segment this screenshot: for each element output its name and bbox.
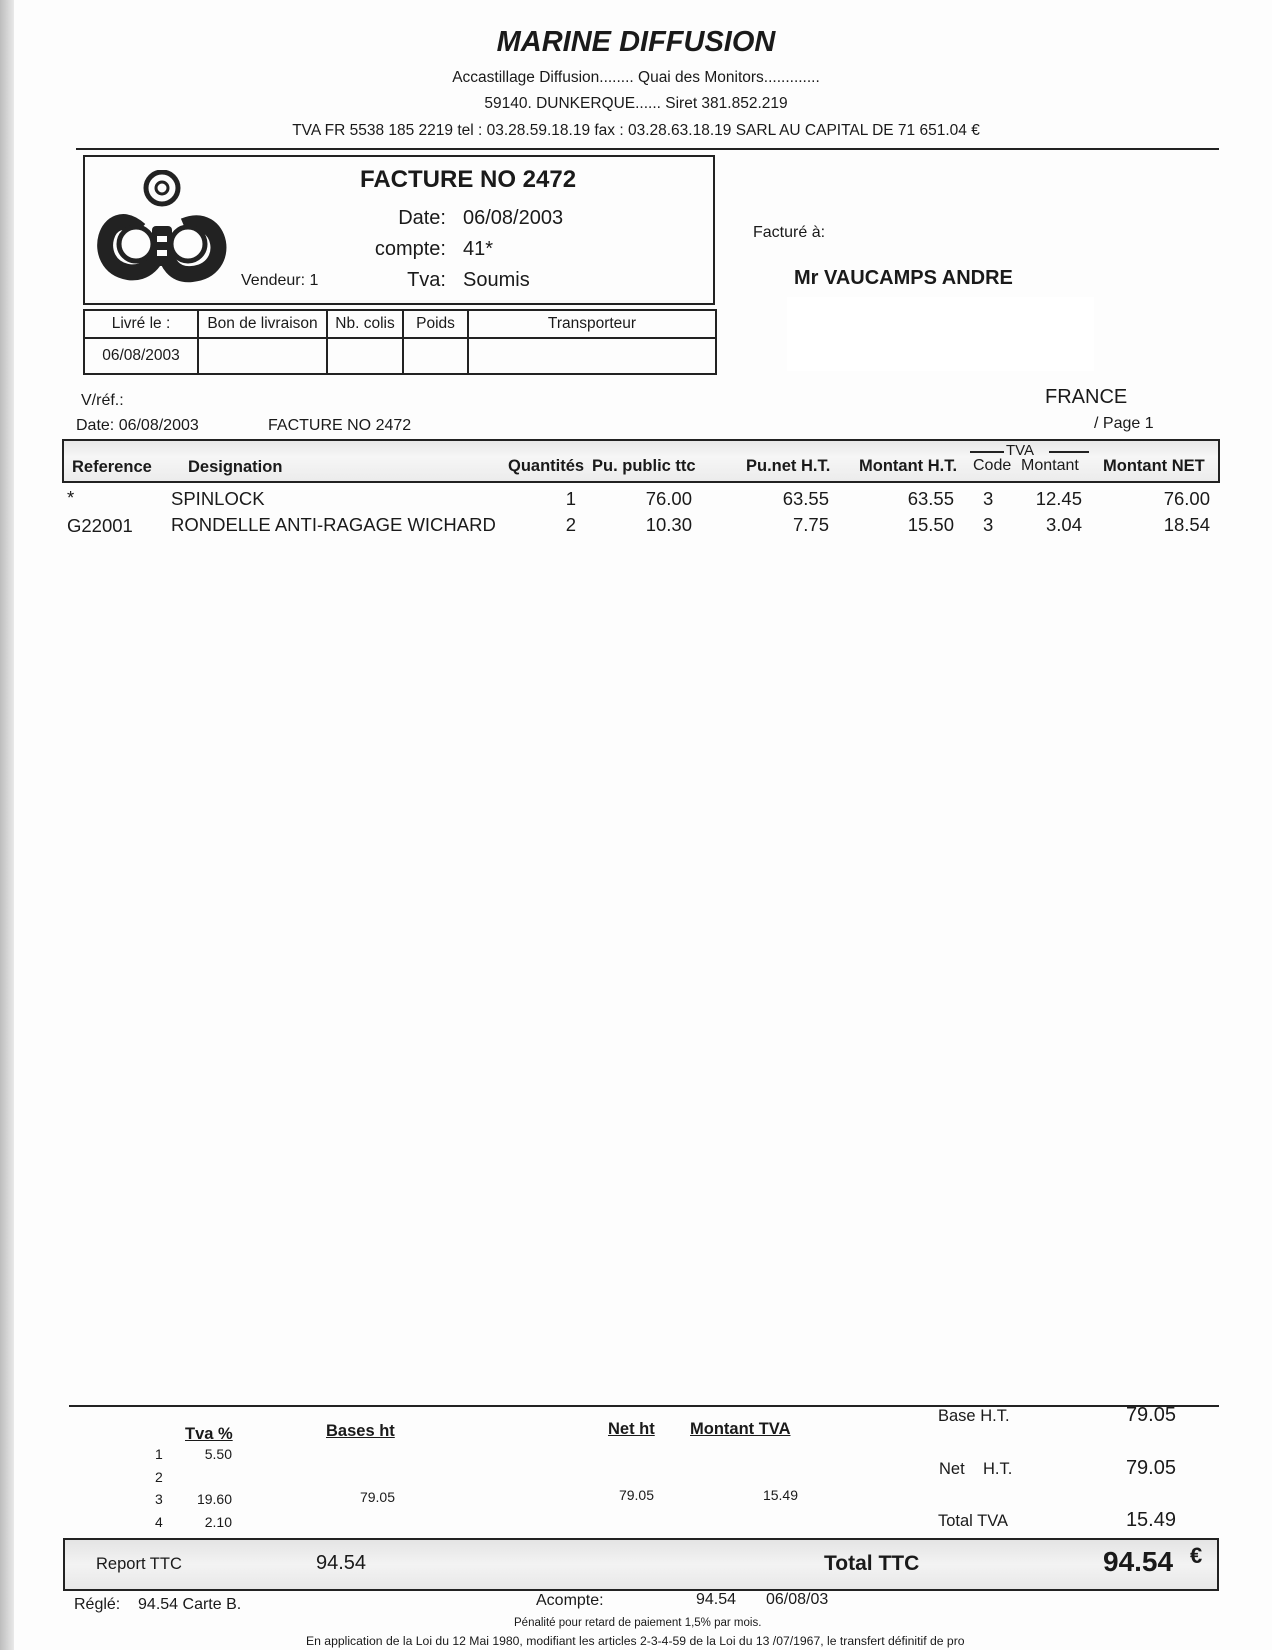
scan-edge	[0, 0, 14, 1650]
penalty-notice: Pénalité pour retard de paiement 1,5% par mois.	[514, 1617, 762, 1629]
acompte-label: Acompte:	[536, 1592, 604, 1609]
invoice-title: FACTURE NO 2472	[360, 166, 577, 193]
delivery-header-bon: Bon de livraison	[198, 310, 327, 338]
invoice-vendeur: Vendeur: 1	[241, 272, 319, 289]
col-montant: Montant	[1021, 457, 1079, 474]
line-montant-ht: 15.50	[907, 514, 954, 535]
total-ttc-label: Total TTC	[824, 1552, 920, 1575]
billed-to-name: Mr VAUCAMPS ANDRE	[794, 267, 1013, 289]
col-tva: TVA	[1006, 442, 1035, 459]
line-pu-net: 63.55	[782, 488, 829, 509]
col-montant-net: Montant NET	[1103, 457, 1205, 475]
delivery-value-bon	[198, 338, 327, 374]
company-legal-line: TVA FR 5538 185 2219 tel : 03.28.59.18.19 fax : 03.28.63.18.19 SARL AU CAPITAL DE 71 651.04 €	[292, 122, 980, 139]
address-redaction	[787, 297, 1094, 371]
summary-row-n: 3	[155, 1491, 163, 1507]
summary-divider	[69, 1405, 1219, 1407]
summary-row-rate: 19.60	[196, 1491, 232, 1507]
line-qty: 2	[565, 514, 576, 535]
company-name: MARINE DIFFUSION	[496, 26, 776, 58]
line-net: 76.00	[1163, 488, 1210, 509]
line-tva-code: 3	[983, 488, 994, 509]
col-pu-public: Pu. public ttc	[592, 457, 696, 475]
page-number: / Page 1	[1094, 415, 1154, 432]
invoice-tva-label: Tva:	[407, 269, 446, 291]
tva-line-right	[1049, 451, 1089, 453]
delivery-table	[83, 309, 717, 375]
total-tva-value: 15.49	[1125, 1509, 1176, 1531]
line-pu-public: 10.30	[645, 514, 692, 535]
line-tva-code: 3	[983, 514, 994, 535]
law-notice: En application de la Loi du 12 Mai 1980, modifiant les articles 2-3-4-59 de la Loi du 13 /07/1967, le transfert définitif de pro	[306, 1634, 965, 1648]
col-pu-net: Pu.net H.T.	[746, 457, 831, 475]
billed-to-country: FRANCE	[1045, 386, 1128, 408]
invoice-date-label: Date:	[398, 207, 446, 229]
delivery-header-colis: Nb. colis	[327, 310, 403, 338]
line-tva-montant: 12.45	[1035, 488, 1082, 509]
summary-row-net: 79.05	[618, 1487, 654, 1503]
line-pu-net: 7.75	[792, 514, 829, 535]
col-designation: Designation	[188, 458, 283, 476]
ref-facture: FACTURE NO 2472	[268, 417, 412, 434]
delivery-header-transporteur: Transporteur	[468, 310, 716, 338]
col-reference: Reference	[72, 458, 152, 476]
line-ref: *	[67, 487, 75, 508]
summary-row-n: 1	[155, 1446, 163, 1462]
report-ttc-value: 94.54	[316, 1552, 367, 1574]
summary-col-montant-tva: Montant TVA	[690, 1420, 791, 1438]
line-net: 18.54	[1163, 514, 1210, 535]
summary-row-n: 2	[155, 1469, 163, 1485]
line-ref: G22001	[67, 515, 133, 536]
report-ttc-label: Report TTC	[96, 1555, 182, 1573]
col-montant-ht: Montant H.T.	[859, 457, 958, 475]
delivery-value-poids	[403, 338, 468, 374]
summary-row-rate: 5.50	[204, 1446, 232, 1462]
delivery-value-livre: 06/08/2003	[84, 338, 198, 374]
total-ttc-value: 94.54	[1103, 1546, 1174, 1577]
tva-line-left	[970, 451, 1004, 453]
total-bar	[63, 1538, 1219, 1591]
invoice-compte-value: 41*	[463, 238, 494, 260]
summary-row-rate: 2.10	[204, 1514, 232, 1530]
col-quantites: Quantités	[508, 457, 585, 475]
summary-row-base: 79.05	[359, 1489, 395, 1505]
line-qty: 1	[565, 488, 576, 509]
delivery-value-colis	[327, 338, 403, 374]
summary-row-n: 4	[155, 1514, 163, 1530]
col-code: Code	[973, 457, 1012, 474]
summary-col-bases-ht: Bases ht	[326, 1422, 395, 1440]
base-ht-label: Base H.T.	[938, 1407, 1010, 1425]
invoice-compte-label: compte:	[374, 238, 446, 260]
net-ht-value: 79.05	[1125, 1457, 1176, 1479]
ref-date: Date: 06/08/2003	[76, 417, 199, 434]
acompte-date: 06/08/03	[766, 1591, 829, 1608]
line-pu-public: 76.00	[645, 488, 692, 509]
summary-row-tva: 15.49	[762, 1487, 798, 1503]
line-designation: SPINLOCK	[171, 488, 265, 509]
header-divider	[76, 148, 1219, 150]
line-tva-montant: 3.04	[1045, 514, 1082, 535]
billed-to-label: Facturé à:	[753, 224, 826, 241]
net-ht-label: Net H.T.	[939, 1460, 1013, 1478]
line-designation: RONDELLE ANTI-RAGAGE WICHARD	[171, 514, 496, 535]
acompte-value: 94.54	[696, 1591, 737, 1608]
summary-col-net-ht: Net ht	[608, 1420, 655, 1438]
currency-icon: €	[1190, 1543, 1203, 1568]
summary-col-tva-pct: Tva %	[185, 1425, 233, 1443]
company-address-line1: Accastillage Diffusion........ Quai des Monitors.............	[452, 69, 820, 86]
invoice-date-value: 06/08/2003	[463, 207, 564, 229]
line-montant-ht: 63.55	[907, 488, 954, 509]
delivery-header-livre: Livré le :	[84, 310, 198, 338]
company-logo-icon	[96, 170, 228, 288]
total-tva-label: Total TVA	[938, 1512, 1009, 1530]
regle-line: Réglé: 94.54 Carte B.	[74, 1596, 242, 1613]
invoice-tva-value: Soumis	[463, 269, 530, 291]
vref-label: V/réf.:	[81, 392, 124, 409]
company-address-line2: 59140. DUNKERQUE...... Siret 381.852.219	[484, 95, 788, 112]
delivery-header-poids: Poids	[403, 310, 468, 338]
delivery-value-transporteur	[468, 338, 716, 374]
base-ht-value: 79.05	[1125, 1404, 1176, 1426]
